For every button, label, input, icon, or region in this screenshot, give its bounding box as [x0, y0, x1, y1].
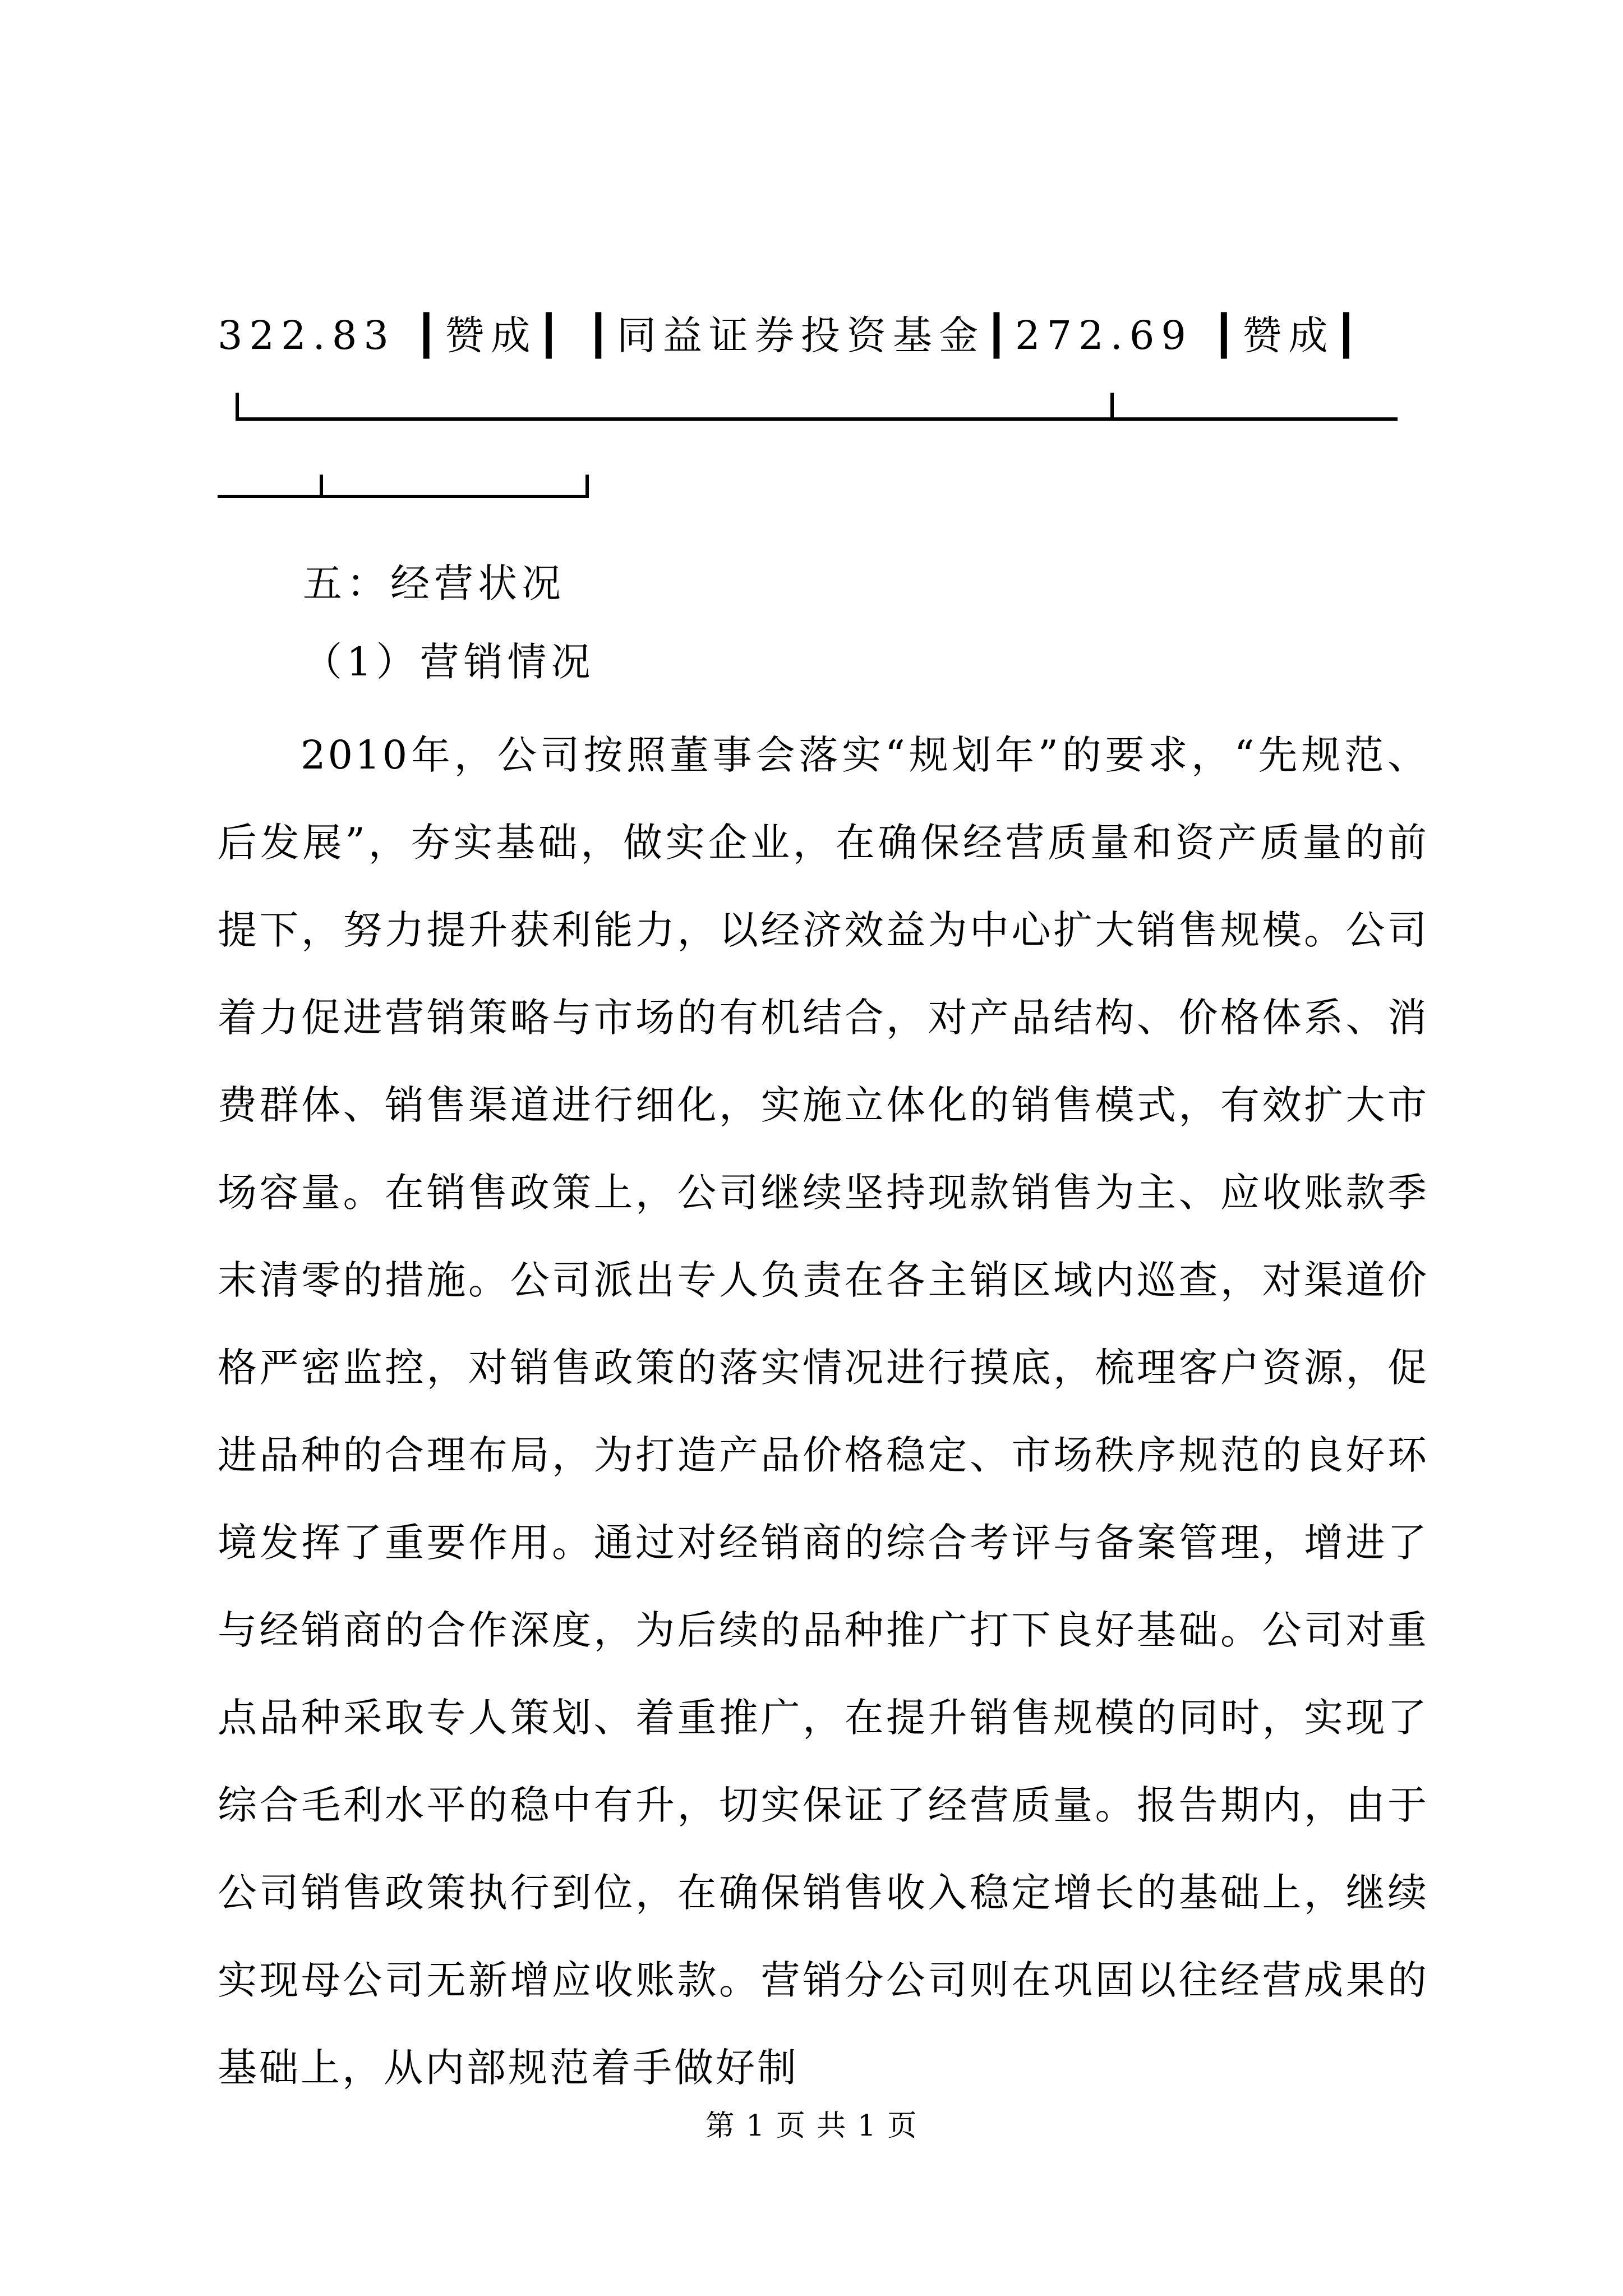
- table-border-mid-tick: [1110, 393, 1114, 421]
- body-paragraph: 2010年，公司按照董事会落实“规划年”的要求，“先规范、后发展”，夯实基础，做实企业，在确保经营质量和资产质量的前提下，努力提升获利能力，以经济效益为中心扩大销售规模。公司着力促进营销策略与市场的有机结合，对产品结构、价格体系、消费群体、销售渠道进行细化，实施立体化的销售模式，有效扩大市场容量。在销售政策上，公司继续坚持现款销售为主、应收账款季末清零的措施。公司派出专人负责在各主销区域内巡查，对渠道价格严密监控，对销售政策的落实情况进行摸底，梳理客户资源，促进品种的合理布局，为打造产品价格稳定、市场秩序规范的良好环境发挥了重要作用。通过对经销商的综合考评与备案管理，增进了与经销商的合作深度，为后续的品种推广打下良好基础。公司对重点品种采取专人策划、着重推广，在提升销售规模的同时，实现了综合毛利水平的稳中有升，切实保证了经营质量。报告期内，由于公司销售政策执行到位，在确保销售收入稳定增长的基础上，继续实现母公司无新增应收账款。营销分公司则在巩固以往经营成果的基础上，从内部规范着手做好制: [218, 732, 1429, 2091]
- table-border-tick-3: [585, 475, 589, 498]
- table-border-line-2: [218, 495, 589, 498]
- table-border-line-1: [236, 417, 1398, 421]
- page-footer: 第 1 页 共 1 页: [705, 2109, 918, 2143]
- table-border-tick-2: [320, 475, 323, 498]
- table-border-left-tick: [236, 393, 239, 421]
- section-subheading: （1）营销情况: [303, 639, 595, 685]
- table-fragment-row: 322.83 ┃赞成┃ ┃同益证券投资基金┃272.69 ┃赞成┃: [218, 312, 1365, 358]
- section-heading: 五：经营状况: [303, 560, 565, 606]
